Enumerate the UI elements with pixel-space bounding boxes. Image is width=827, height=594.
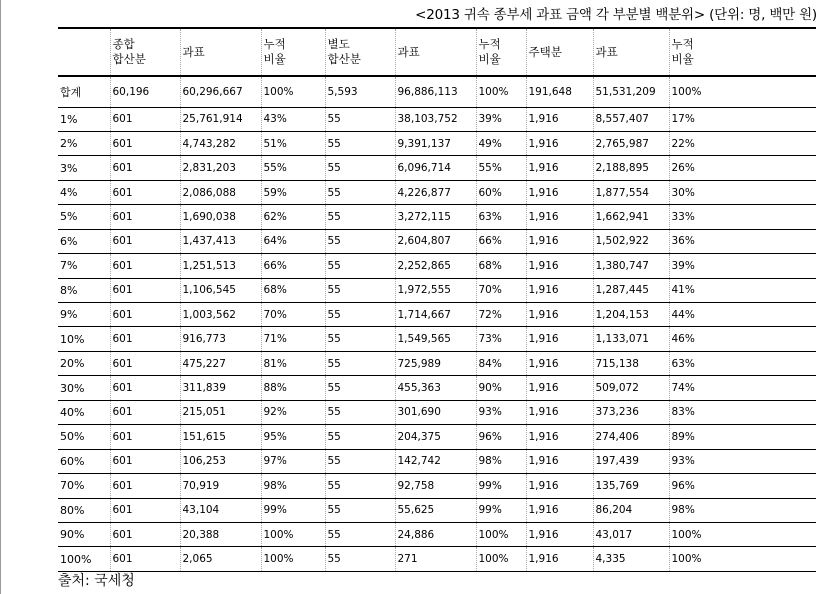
table-cell: 1,502,922 (593, 229, 669, 253)
table-cell: 64% (261, 229, 325, 253)
table-cell: 8,557,407 (593, 107, 669, 131)
table-cell: 601 (110, 229, 180, 253)
table-row (58, 449, 816, 473)
table-cell: 2,065 (180, 547, 261, 571)
table-cell: 601 (110, 474, 180, 498)
table-cell: 1,204,153 (593, 303, 669, 327)
table-cell: 55 (325, 400, 395, 424)
table-cell: 601 (110, 327, 180, 351)
table-cell: 1,690,038 (180, 205, 261, 229)
table-cell: 2,252,865 (395, 254, 476, 278)
table-cell: 55 (325, 205, 395, 229)
table-cell: 1,003,562 (180, 303, 261, 327)
table-cell: 1,714,667 (395, 303, 476, 327)
table-cell: 49% (476, 131, 526, 155)
table-cell: 81% (261, 351, 325, 375)
table-cell: 3,272,115 (395, 205, 476, 229)
table-cell: 455,363 (395, 376, 476, 400)
header-row (58, 28, 816, 76)
table-cell: 9,391,137 (395, 131, 476, 155)
table-cell: 55 (325, 547, 395, 571)
table-row (58, 205, 816, 229)
table-cell: 55 (325, 254, 395, 278)
percentile-label-cell: 20% (58, 351, 110, 375)
table-cell: 1,380,747 (593, 254, 669, 278)
table-cell: 46% (669, 327, 816, 351)
table-cell: 601 (110, 107, 180, 131)
table-cell: 86,204 (593, 498, 669, 522)
table-cell: 204,375 (395, 425, 476, 449)
table-cell: 55 (325, 376, 395, 400)
header-cell-composite-tax-base: 과표 (180, 28, 261, 76)
table-cell: 96% (669, 474, 816, 498)
table-row (58, 303, 816, 327)
table-cell: 135,769 (593, 474, 669, 498)
table-cell: 1,287,445 (593, 278, 669, 302)
percentile-label-cell: 4% (58, 180, 110, 204)
table-cell: 601 (110, 156, 180, 180)
table-cell: 55% (476, 156, 526, 180)
table-cell: 55 (325, 425, 395, 449)
table-cell: 601 (110, 254, 180, 278)
table-cell: 271 (395, 547, 476, 571)
table-cell: 71% (261, 327, 325, 351)
table-cell: 17% (669, 107, 816, 131)
table-cell: 2,086,088 (180, 180, 261, 204)
table-cell: 55 (325, 351, 395, 375)
table-cell: 62% (261, 205, 325, 229)
table-cell: 1,916 (526, 180, 593, 204)
percentile-label-cell: 30% (58, 376, 110, 400)
table-cell: 70% (261, 303, 325, 327)
table-cell: 89% (669, 425, 816, 449)
table-cell: 1,916 (526, 547, 593, 571)
table-cell: 601 (110, 180, 180, 204)
table-cell: 66% (476, 229, 526, 253)
table-cell: 93% (476, 400, 526, 424)
table-cell: 60% (476, 180, 526, 204)
percentile-label-cell: 8% (58, 278, 110, 302)
table-cell: 106,253 (180, 449, 261, 473)
table-cell: 55% (261, 156, 325, 180)
table-cell: 41% (669, 278, 816, 302)
table-cell: 22% (669, 131, 816, 155)
table-cell: 100% (476, 76, 526, 107)
percentile-label-cell: 50% (58, 425, 110, 449)
table-cell: 100% (669, 522, 816, 546)
percentile-label-cell: 1% (58, 107, 110, 131)
percentile-table (58, 27, 816, 572)
percentile-label-cell: 3% (58, 156, 110, 180)
table-row (58, 278, 816, 302)
table-cell: 66% (261, 254, 325, 278)
table-cell: 1,916 (526, 327, 593, 351)
table-cell: 601 (110, 400, 180, 424)
percentile-label-cell: 6% (58, 229, 110, 253)
table-cell: 60,296,667 (180, 76, 261, 107)
table-cell: 1,106,545 (180, 278, 261, 302)
table-cell: 55 (325, 180, 395, 204)
table-row (58, 547, 816, 571)
header-cell-housing-tax-base: 과표 (593, 28, 669, 76)
table-cell: 100% (476, 547, 526, 571)
table-cell: 725,989 (395, 351, 476, 375)
table-cell: 84% (476, 351, 526, 375)
table-cell: 72% (476, 303, 526, 327)
table-row (58, 376, 816, 400)
table-cell: 215,051 (180, 400, 261, 424)
table-cell: 44% (669, 303, 816, 327)
table-cell: 1,916 (526, 303, 593, 327)
table-row (58, 498, 816, 522)
table-cell: 601 (110, 425, 180, 449)
left-border-line (0, 0, 1, 594)
table-cell: 301,690 (395, 400, 476, 424)
table-cell: 26% (669, 156, 816, 180)
percentile-label-cell: 60% (58, 449, 110, 473)
table-cell: 43,017 (593, 522, 669, 546)
table-row (58, 474, 816, 498)
table-cell: 70,919 (180, 474, 261, 498)
table-row (58, 254, 816, 278)
table-cell: 43% (261, 107, 325, 131)
table-cell: 73% (476, 327, 526, 351)
header-cell-housing-group: 주택분 (526, 28, 593, 76)
table-cell: 55 (325, 107, 395, 131)
table-row (58, 400, 816, 424)
table-cell: 68% (476, 254, 526, 278)
percentile-label-cell: 80% (58, 498, 110, 522)
table-row (58, 180, 816, 204)
table-cell: 55 (325, 449, 395, 473)
table-cell: 88% (261, 376, 325, 400)
table-cell: 55 (325, 278, 395, 302)
header-cell-separate-tax-base: 과표 (395, 28, 476, 76)
table-cell: 509,072 (593, 376, 669, 400)
table-cell: 92% (261, 400, 325, 424)
table-cell: 97% (261, 449, 325, 473)
table-cell: 4,335 (593, 547, 669, 571)
table-cell: 39% (476, 107, 526, 131)
table-cell: 99% (476, 498, 526, 522)
table-cell: 83% (669, 400, 816, 424)
header-cell-housing-cumulative: 누적 비율 (669, 28, 816, 76)
table-cell: 24,886 (395, 522, 476, 546)
table-cell: 1,916 (526, 522, 593, 546)
percentile-label-cell: 9% (58, 303, 110, 327)
table-cell: 93% (669, 449, 816, 473)
table-cell: 98% (476, 449, 526, 473)
table-cell: 100% (476, 522, 526, 546)
table-cell: 1,549,565 (395, 327, 476, 351)
table-cell: 601 (110, 522, 180, 546)
table-row (58, 107, 816, 131)
table-cell: 1,916 (526, 498, 593, 522)
table-cell: 151,615 (180, 425, 261, 449)
table-title: <2013 귀속 종부세 과표 금액 각 부분별 백분위> (단위: 명, 백만 원) (415, 7, 817, 23)
table-cell: 601 (110, 205, 180, 229)
table-cell: 2,831,203 (180, 156, 261, 180)
table-cell: 2,188,895 (593, 156, 669, 180)
table-cell: 601 (110, 131, 180, 155)
table-cell: 373,236 (593, 400, 669, 424)
table-cell: 합계 (58, 76, 110, 107)
table-cell: 191,648 (526, 76, 593, 107)
table-cell: 60,196 (110, 76, 180, 107)
table-cell: 601 (110, 303, 180, 327)
table-cell: 100% (669, 547, 816, 571)
total-row (58, 76, 816, 107)
header-cell-separate-group: 별도 합산분 (325, 28, 395, 76)
table-cell: 1,877,554 (593, 180, 669, 204)
table-cell: 475,227 (180, 351, 261, 375)
percentile-label-cell: 40% (58, 400, 110, 424)
table-cell: 98% (669, 498, 816, 522)
table-cell: 1,916 (526, 449, 593, 473)
table-cell: 1,662,941 (593, 205, 669, 229)
table-cell: 311,839 (180, 376, 261, 400)
table-cell: 601 (110, 498, 180, 522)
table-cell: 39% (669, 254, 816, 278)
table-cell: 92,758 (395, 474, 476, 498)
table-cell: 601 (110, 351, 180, 375)
table-cell: 1,916 (526, 278, 593, 302)
table-cell: 1,916 (526, 131, 593, 155)
percentile-label-cell: 90% (58, 522, 110, 546)
table-cell: 96% (476, 425, 526, 449)
table-cell: 4,743,282 (180, 131, 261, 155)
percentile-label-cell: 100% (58, 547, 110, 571)
table-row (58, 425, 816, 449)
table-cell: 98% (261, 474, 325, 498)
header-cell-separate-cumulative: 누적 비율 (476, 28, 526, 76)
table-cell: 1,916 (526, 205, 593, 229)
header-cell-composite-group: 종합 합산분 (110, 28, 180, 76)
table-cell: 1,916 (526, 474, 593, 498)
table-cell: 55 (325, 156, 395, 180)
table-cell: 33% (669, 205, 816, 229)
table-cell: 55 (325, 303, 395, 327)
percentile-label-cell: 70% (58, 474, 110, 498)
table-cell: 1,916 (526, 156, 593, 180)
table-cell: 1,437,413 (180, 229, 261, 253)
header-cell-blank (58, 28, 110, 76)
table-cell: 36% (669, 229, 816, 253)
table-row (58, 522, 816, 546)
table-row (58, 327, 816, 351)
table-cell: 1,916 (526, 351, 593, 375)
source-note: 출처: 국세청 (58, 573, 135, 589)
table-cell: 63% (476, 205, 526, 229)
table-cell: 95% (261, 425, 325, 449)
percentile-label-cell: 5% (58, 205, 110, 229)
table-cell: 100% (261, 522, 325, 546)
table-row (58, 351, 816, 375)
table-cell: 601 (110, 449, 180, 473)
table-cell: 55 (325, 131, 395, 155)
table-cell: 1,251,513 (180, 254, 261, 278)
table-cell: 601 (110, 376, 180, 400)
table-cell: 55,625 (395, 498, 476, 522)
table-cell: 100% (261, 76, 325, 107)
table-cell: 100% (261, 547, 325, 571)
table-cell: 38,103,752 (395, 107, 476, 131)
table-cell: 25,761,914 (180, 107, 261, 131)
table-cell: 2,765,987 (593, 131, 669, 155)
table-cell: 6,096,714 (395, 156, 476, 180)
table-cell: 55 (325, 522, 395, 546)
table-cell: 55 (325, 474, 395, 498)
percentile-label-cell: 10% (58, 327, 110, 351)
table-cell: 197,439 (593, 449, 669, 473)
table-row (58, 131, 816, 155)
table-cell: 51% (261, 131, 325, 155)
table-cell: 55 (325, 229, 395, 253)
table-cell: 601 (110, 547, 180, 571)
table-cell: 43,104 (180, 498, 261, 522)
table-cell: 1,916 (526, 107, 593, 131)
table-cell: 90% (476, 376, 526, 400)
table-cell: 1,916 (526, 400, 593, 424)
table-cell: 100% (669, 76, 816, 107)
table-cell: 99% (261, 498, 325, 522)
table-cell: 30% (669, 180, 816, 204)
table-cell: 4,226,877 (395, 180, 476, 204)
table-cell: 96,886,113 (395, 76, 476, 107)
table-cell: 274,406 (593, 425, 669, 449)
table-cell: 74% (669, 376, 816, 400)
table-cell: 1,916 (526, 376, 593, 400)
table-cell: 601 (110, 278, 180, 302)
table-cell: 1,972,555 (395, 278, 476, 302)
table-cell: 916,773 (180, 327, 261, 351)
table-cell: 51,531,209 (593, 76, 669, 107)
table-cell: 1,133,071 (593, 327, 669, 351)
header-cell-composite-cumulative: 누적 비율 (261, 28, 325, 76)
table-row (58, 229, 816, 253)
table-cell: 20,388 (180, 522, 261, 546)
table-cell: 55 (325, 327, 395, 351)
table-cell: 70% (476, 278, 526, 302)
table-cell: 1,916 (526, 425, 593, 449)
table-cell: 142,742 (395, 449, 476, 473)
table-cell: 1,916 (526, 254, 593, 278)
table-cell: 63% (669, 351, 816, 375)
table-cell: 5,593 (325, 76, 395, 107)
table-cell: 1,916 (526, 229, 593, 253)
table-cell: 715,138 (593, 351, 669, 375)
percentile-label-cell: 7% (58, 254, 110, 278)
table-cell: 68% (261, 278, 325, 302)
table-cell: 55 (325, 498, 395, 522)
table-row (58, 156, 816, 180)
percentile-label-cell: 2% (58, 131, 110, 155)
table-cell: 2,604,807 (395, 229, 476, 253)
table-cell: 99% (476, 474, 526, 498)
table-cell: 59% (261, 180, 325, 204)
